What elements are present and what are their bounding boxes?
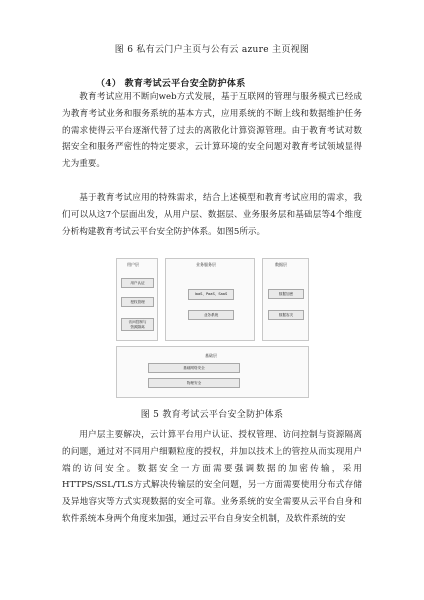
figure-5-caption: 图 5 教育考试云平台安全防护体系 — [140, 410, 284, 420]
section-heading: （4） 教育考试云平台安全防护体系 — [96, 79, 246, 89]
data-layer-title: 数据层 — [275, 262, 287, 267]
base-layer-box — [116, 346, 309, 398]
user-layer-title: 用户层 — [127, 262, 139, 267]
data-layer-box — [262, 258, 309, 341]
paragraph-3-text: 用户层主要解决，云计算平台用户认证、授权管理、访问控制与资源隔离的问题，通过对不同用户细颗粒度的授权，并加以技术上的管控从而实现用户端的访问安全。数据安全一方面需要强调数据的加密传输，采用HTTPS/SSL/TLS方式解决传输层的安全问题，另一方面需要使用分布式存储及异地容灾等方式实现数据的安全可靠。业务系统的安全需要从云平台自身和软件系统本身两个角度来加强，通过云平台自身安全机制，及软件系统的安 — [62, 430, 362, 524]
base-layer-title: 基础层 — [205, 353, 217, 358]
paragraph-2 — [62, 190, 362, 240]
network-security-box: 基础网络安全 — [148, 363, 240, 373]
data-disaster-recovery-box: 数据容灾 — [268, 310, 304, 320]
security-architecture-diagram — [116, 258, 308, 397]
authorization-box: 授权管理 — [121, 297, 154, 307]
figure-6-caption: 图 6 私有云门户主页与公有云 azure 主页视图 — [114, 45, 310, 55]
paragraph-1 — [62, 89, 362, 173]
business-layer-box — [165, 258, 255, 341]
access-control-box: 访问控制与 资源隔离 — [121, 318, 154, 331]
user-layer-box — [116, 258, 158, 341]
physical-security-box: 物理安全 — [148, 378, 240, 388]
user-auth-box: 用户认证 — [121, 278, 154, 288]
business-layer-title: 业务服务层 — [196, 262, 216, 267]
paragraph-1-text: 教育考试应用不断向web方式发展，基于互联网的管理与服务模式已经成为教育考试业务和服务系统的基本方式，应用系统的不断上线和数据维护任务的需求使得云平台逐渐代替了过去的离散化计算资源管理。由于教育考试对数据安全和服务严密性的特定要求，云计算环境的安全问题对教育考试领域显得尤为重要。 — [62, 92, 362, 170]
business-system-box: 业务系统 — [188, 310, 234, 320]
paragraph-2-text: 基于教育考试应用的特殊需求，结合上述模型和教育考试应用的需求，我们可以从这7个层面出发，从用户层、数据层、业务服务层和基础层等4个维度分析构建教育考试云平台安全防护体系。如图5所示。 — [62, 193, 362, 237]
iaas-paas-saas-box: IaaS、PaaS、SaaS — [188, 289, 234, 300]
paragraph-3 — [62, 427, 362, 528]
data-encryption-box: 数据加密 — [268, 289, 304, 299]
